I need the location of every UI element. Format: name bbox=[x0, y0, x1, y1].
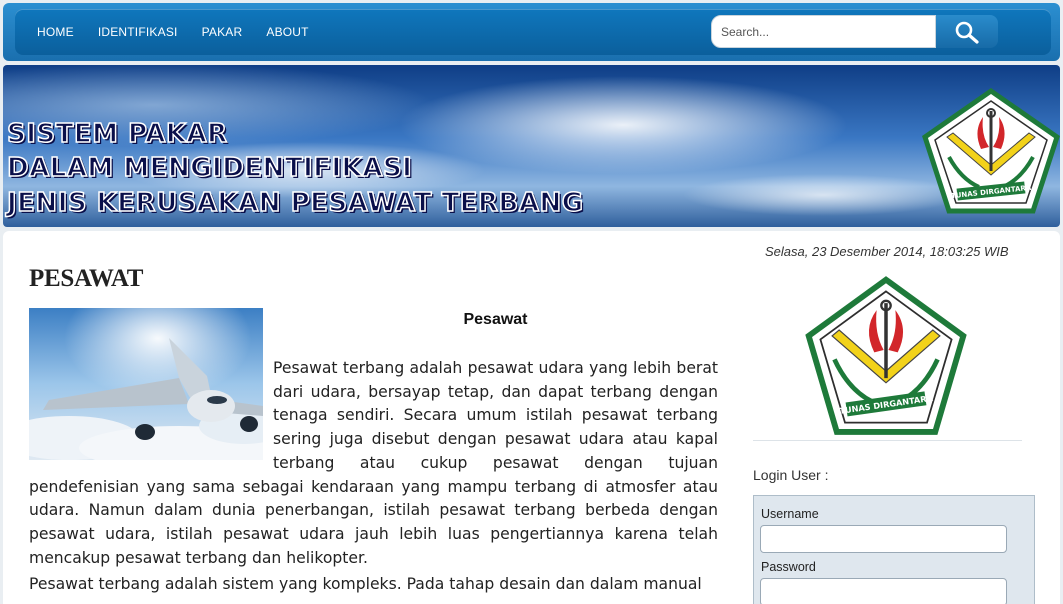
sidebar-emblem-text: TUNAS DIRGANTARA bbox=[838, 392, 934, 416]
username-label: Username bbox=[761, 507, 819, 521]
banner-title-line-3: JENIS KERUSAKAN PESAWAT TERBANG bbox=[7, 188, 584, 218]
main-content-panel bbox=[3, 231, 1060, 604]
tunas-dirgantara-emblem-icon bbox=[921, 87, 1060, 215]
magnifier-icon bbox=[954, 20, 980, 44]
nav-item-about[interactable]: ABOUT bbox=[266, 25, 309, 39]
nav-inner-bar bbox=[15, 9, 1051, 55]
page-title: PESAWAT bbox=[29, 265, 144, 292]
nav-item-identifikasi[interactable]: IDENTIFIKASI bbox=[97, 25, 178, 39]
login-form bbox=[753, 495, 1035, 604]
sidebar-divider bbox=[753, 440, 1022, 441]
datetime-display: Selasa, 23 Desember 2014, 18:03:25 WIB bbox=[765, 244, 1009, 259]
sidebar-emblem-icon bbox=[804, 275, 968, 439]
nav-item-pakar[interactable]: PAKAR bbox=[201, 25, 243, 39]
top-nav-bar bbox=[3, 3, 1060, 61]
svg-text:TUNAS DIRGANTARA: TUNAS DIRGANTARA bbox=[950, 183, 1032, 201]
nav-item-home[interactable]: HOME bbox=[37, 25, 74, 39]
header-banner bbox=[3, 65, 1060, 227]
article-paragraph: Pesawat terbang adalah pesawat udara yang lebih berat dari udara, bersayap tetap, dan dapat terbang dengan tenaga sendiri. Secara umum istilah pesawat terbang sering juga disebut dengan pesawat udara atau kapal terbang atau cukup pesawat dengan tujuan pendefenisian yang sama sebagai kendaraan yang mampu terbang di atmosfer atau udara. Namun dalam dunia penerbangan, istilah pesawat terbang berbeda dengan pesawat udara, istilah pesawat udara jauh lebih luas pengertiannya karena telah mencakup pesawat terbang dan helikopter. bbox=[29, 359, 718, 567]
password-field[interactable] bbox=[760, 578, 1007, 604]
login-title: Login User : bbox=[753, 467, 829, 483]
search-button[interactable] bbox=[936, 15, 998, 48]
username-field[interactable] bbox=[760, 525, 1007, 553]
article-paragraph: Pesawat terbang adalah sistem yang kompleks. Pada tahap desain dan dalam manual bbox=[29, 575, 702, 594]
banner-title-line-1: SISTEM PAKAR bbox=[7, 119, 228, 149]
article-body bbox=[29, 357, 718, 597]
banner-title-line-2: DALAM MENGIDENTIFIKASI bbox=[7, 153, 413, 183]
search-input[interactable] bbox=[711, 15, 936, 48]
nav-menu bbox=[37, 9, 333, 55]
password-label: Password bbox=[761, 560, 816, 574]
article-heading: Pesawat bbox=[463, 311, 528, 328]
